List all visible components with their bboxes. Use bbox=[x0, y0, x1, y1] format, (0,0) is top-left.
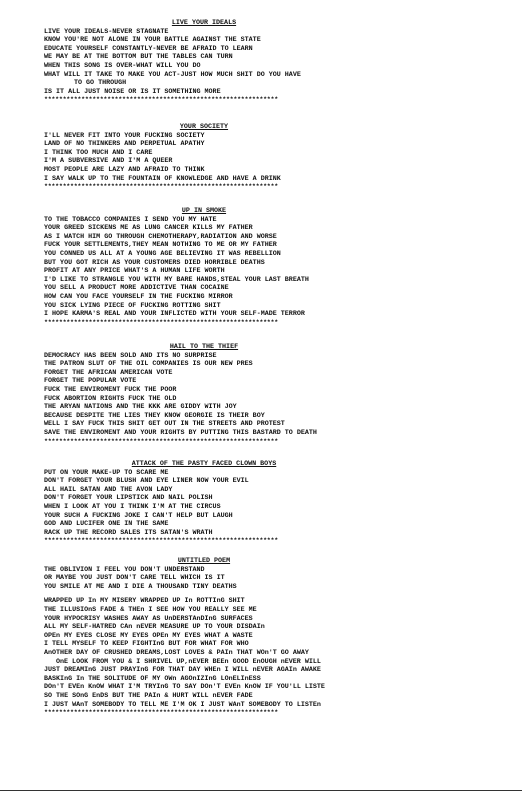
lyric-line: LAND OF NO THINKERS AND PERPETUAL APATHY bbox=[44, 140, 205, 149]
lyric-line: SO THE SOnG EnDS BUT THE PAIn & HURT WILL nEVER FADE bbox=[44, 691, 253, 700]
lyric-line: I THINK TOO MUCH AND I CARE bbox=[44, 148, 153, 157]
lyric-line: DON'T FORGET YOUR LIPSTICK AND NAIL POLISH bbox=[44, 494, 213, 503]
lyric-line: DEMOCRACY HAS BEEN SOLD AND ITS NO SURPRISE bbox=[44, 351, 217, 360]
lyric-line: WHEN I LOOK AT YOU I THINK I'M AT THE CIRCUS bbox=[44, 502, 221, 511]
song-title: HAIL TO THE THIEF bbox=[169, 343, 239, 351]
lyric-line: JUST DREAMInG JUST PRAYInG FOR THAT DAY WHEn I WILL nEVER AGAIn AWAKE bbox=[44, 666, 321, 675]
lyric-line: OPEn MY EYES CLOSE MY EYES OPEn MY EYES WHAT A WASTE bbox=[44, 631, 253, 640]
lyric-line: THE ARYAN NATIONS AND THE KKK ARE GIDDY WITH JOY bbox=[44, 403, 237, 412]
lyric-line: GOD AND LUCIFER ONE IN THE SAME bbox=[44, 520, 169, 529]
lyric-line: TO THE TOBACCO COMPANIES I SEND YOU MY HATE bbox=[44, 215, 217, 224]
song-title: UP IN SMOKE bbox=[181, 207, 227, 215]
lyric-line: DON'T FORGET YOUR BLUSH AND EYE LINER NOW YOUR EVIL bbox=[44, 477, 249, 486]
lyric-line: AS I WATCH HIM GO THROUGH CHEMOTHERAPY,RADIATION AND WORSE bbox=[44, 232, 277, 241]
star-divider: *************************************************************** bbox=[44, 96, 278, 105]
lyric-line: OR MAYBE YOU JUST DON'T CARE TELL WHICH IS IT bbox=[44, 574, 225, 583]
song-title: ATTACK OF THE PASTY FACED CLOWN BOYS bbox=[131, 460, 277, 468]
lyric-line: DOn'T EVEn KnOW WHAT I'M TRYInG TO SAY DOn'T EVEn KnOW IF YOU'LL LISTE bbox=[44, 683, 325, 692]
song-title: UNTITLED POEM bbox=[177, 557, 231, 565]
lyric-line: SAVE THE ENVIROMENT AND YOUR RIGHTS BY PUTTING THIS BASTARD TO DEATH bbox=[44, 428, 317, 437]
song-attack-of-the-pasty-faced-clown-boys bbox=[44, 460, 520, 546]
lyric-line: THE OBLIVION I FEEL YOU DON'T UNDERSTAND bbox=[44, 565, 205, 574]
lyric-line: THE ILLUSIOnS FADE & THEn I SEE HOW YOU REALLY SEE ME bbox=[44, 605, 257, 614]
lyric-line: YOUR HYPOCRISY WASHES AWAY AS UnDERSTAnDInG SURFACES bbox=[44, 614, 253, 623]
lyric-line: FUCK ABORTION RIGHTS FUCK THE OLD bbox=[44, 394, 177, 403]
lyric-line: OnE LOOK FROM YOU & I SHRIVEL UP,nEVER BEEn GOOD EnOUGH nEVER WILL bbox=[56, 657, 321, 666]
lyric-line: FORGET THE AFRICAN AMERICAN VOTE bbox=[44, 368, 173, 377]
song-title: LIVE YOUR IDEALS bbox=[171, 19, 237, 27]
lyric-line: IS IT ALL JUST NOISE OR IS IT SOMETHING MORE bbox=[44, 87, 221, 96]
lyric-line: ALL MY SELF-HATRED CAn nEVER MEASURE UP TO YOUR DISDAIn bbox=[44, 623, 265, 632]
lyric-line: WHEN THIS SONG IS OVER-WHAT WILL YOU DO bbox=[44, 61, 201, 70]
lyric-line: I JUST WAnT SOMEBODY TO TELL ME I'M OK I JUST WAnT SOMEBODY TO LISTEn bbox=[44, 700, 321, 709]
lyric-line: LIVE YOUR IDEALS-NEVER STAGNATE bbox=[44, 27, 169, 36]
page-bottom-rule bbox=[0, 790, 522, 791]
lyric-line: THE PATRON SLUT OF THE OIL COMPANIES IS OUR NEW PRES bbox=[44, 360, 253, 369]
song-your-society bbox=[44, 123, 520, 192]
lyric-line: MOST PEOPLE ARE LAZY AND AFRAID TO THINK bbox=[44, 165, 205, 174]
star-divider: *************************************************************** bbox=[44, 537, 278, 546]
lyric-line: WRAPPED UP In MY MISERY WRAPPED UP In ROTTInG SHIT bbox=[44, 597, 245, 606]
star-divider: *************************************************************** bbox=[44, 183, 278, 192]
lyric-line: WELL I SAY FUCK THIS SHIT GET OUT IN THE STREETS AND PROTEST bbox=[44, 420, 285, 429]
lyric-line: BASKInG In THE SOLITUDE OF MY OWn AGOnIZInG LOnELInESS bbox=[44, 674, 261, 683]
lyric-line: YOU SMILE AT ME AND I DIE A THOUSAND TINY DEATHS bbox=[44, 582, 237, 591]
lyric-line: WHAT WILL IT TAKE TO MAKE YOU ACT-JUST HOW MUCH SHIT DO YOU HAVE bbox=[44, 70, 301, 79]
lyric-line: EDUCATE YOURSELF CONSTANTLY-NEVER BE AFRAID TO LEARN bbox=[44, 44, 253, 53]
song-live-your-ideals bbox=[44, 19, 520, 105]
lyric-line: FUCK YOUR SETTLEMENTS,THEY MEAN NOTHING TO ME OR MY FATHER bbox=[44, 241, 277, 250]
lyric-line: WE MAY BE AT THE BOTTOM BUT THE TABLES CAN TURN bbox=[44, 53, 233, 62]
star-divider: *************************************************************** bbox=[44, 437, 278, 446]
lyric-line: YOUR SUCH A FUCKING JOKE I CAN'T HELP BUT LAUGH bbox=[44, 511, 233, 520]
lyric-line: I SAY WALK UP TO THE FOUNTAIN OF KNOWLEDGE AND HAVE A DRINK bbox=[44, 174, 281, 183]
song-untitled-poem bbox=[44, 557, 520, 718]
lyric-line: PUT ON YOUR MAKE-UP TO SCARE ME bbox=[44, 468, 169, 477]
lyric-line: YOUR GREED SICKENS ME AS LUNG CANCER KILLS MY FATHER bbox=[44, 224, 253, 233]
lyric-line: I'M A SUBVERSIVE AND I'M A QUEER bbox=[44, 157, 173, 166]
lyric-line: KNOW YOU'RE NOT ALONE IN YOUR BATTLE AGAINST THE STATE bbox=[44, 36, 261, 45]
song-title: YOUR SOCIETY bbox=[179, 123, 229, 131]
lyric-line: BECAUSE DESPITE THE LIES THEY KNOW GEORGIE IS THEIR BOY bbox=[44, 411, 265, 420]
lyric-line: FORGET THE POPULAR VOTE bbox=[44, 377, 137, 386]
lyric-line: YOU SELL A PRODUCT MORE ADDICTIVE THAN COCAINE bbox=[44, 284, 229, 293]
star-divider: *************************************************************** bbox=[44, 709, 278, 718]
song-hail-to-the-thief bbox=[44, 343, 520, 446]
lyric-line: RACK UP THE RECORD SALES ITS SATAN'S WRATH bbox=[44, 528, 213, 537]
lyric-line: TO GO THROUGH bbox=[74, 79, 127, 88]
lyric-line: I'D LIKE TO STRANGLE YOU WITH MY BARE HANDS,STEAL YOUR LAST BREATH bbox=[44, 275, 309, 284]
star-divider: *************************************************************** bbox=[44, 318, 278, 327]
lyric-line: AnOTHER DAY OF CRUSHED DREAMS,LOST LOVES & PAIn THAT WOn'T GO AWAY bbox=[44, 648, 309, 657]
lyric-line: PROFIT AT ANY PRICE WHAT'S A HUMAN LIFE WORTH bbox=[44, 267, 225, 276]
lyric-line: YOU SICK LYING PIECE OF FUCKING ROTTING SHIT bbox=[44, 301, 221, 310]
lyric-line: I TELL MYSELF TO KEEP FIGHTInG BUT FOR WHAT FOR WHO bbox=[44, 640, 249, 649]
song-up-in-smoke bbox=[44, 207, 520, 327]
lyric-line: YOU CONNED US ALL AT A YOUNG AGE BELIEVING IT WAS REBELLION bbox=[44, 249, 281, 258]
lyric-line: I'LL NEVER FIT INTO YOUR FUCKING SOCIETY bbox=[44, 131, 205, 140]
lyric-line: FUCK THE ENVIROMENT FUCK THE POOR bbox=[44, 385, 177, 394]
lyric-line: HOW CAN YOU FACE YOURSELF IN THE FUCKING MIRROR bbox=[44, 292, 233, 301]
lyric-line: ALL HAIL SATAN AND THE AVON LADY bbox=[44, 485, 173, 494]
lyric-line: BUT YOU GOT RICH AS YOUR CUSTOMERS DIED HORRIBLE DEATHS bbox=[44, 258, 265, 267]
lyric-line: I HOPE KARMA'S REAL AND YOUR INFLICTED WITH YOUR SELF-MADE TERROR bbox=[44, 310, 305, 319]
